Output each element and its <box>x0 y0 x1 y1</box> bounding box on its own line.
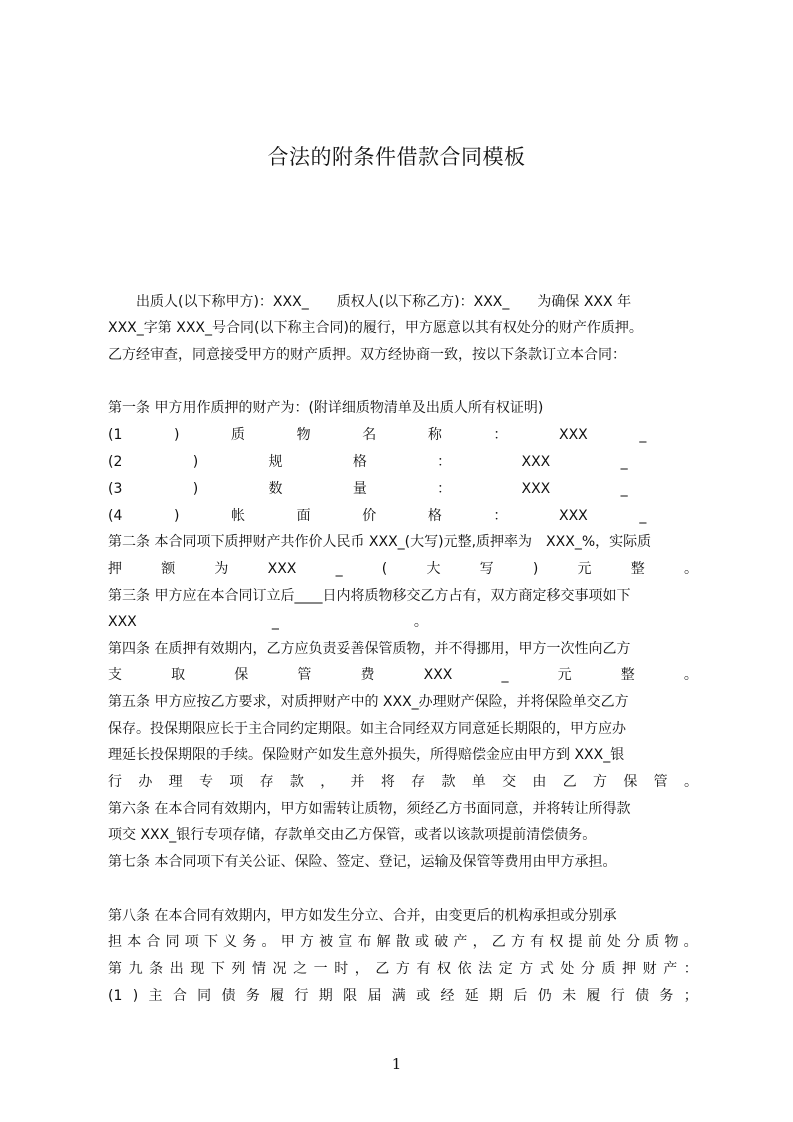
text-fragment: ： <box>493 427 508 443</box>
text-fragment: 列 <box>231 961 246 977</box>
text-fragment: 写 <box>479 561 494 577</box>
text-fragment: 。 <box>683 561 698 577</box>
text-fragment: 方 <box>519 961 534 977</box>
text-fragment: 满 <box>391 988 406 1004</box>
text-fragment: _ <box>639 427 647 443</box>
text-fragment: 处 <box>560 961 575 977</box>
text-fragment: 。 <box>683 774 698 790</box>
property-item-line <box>108 506 698 526</box>
text-fragment: XXX <box>521 454 551 470</box>
text-fragment: 产 <box>663 961 678 977</box>
text-fragment: 务 <box>659 988 674 1004</box>
text-fragment: 质 <box>231 427 246 443</box>
text-fragment: 经 <box>440 988 455 1004</box>
paragraph-line: 第六条 在本合同有效期内，甲方如需转让质物，须经乙方书面同意，并将转让所得款 <box>108 801 631 817</box>
text-fragment: (1 <box>108 988 123 1004</box>
text-fragment: 款 <box>289 774 304 790</box>
text-fragment: 行 <box>294 988 309 1004</box>
text-fragment: 存 <box>259 774 274 790</box>
text-fragment: ： <box>683 961 698 977</box>
text-fragment: ) <box>192 481 199 497</box>
text-fragment: 保 <box>623 774 638 790</box>
text-fragment: _ <box>620 481 628 497</box>
text-fragment: 主 <box>148 988 163 1004</box>
text-fragment: ) <box>532 561 539 577</box>
text-fragment: 处 <box>606 934 621 950</box>
text-fragment: 履 <box>270 988 285 1004</box>
text-fragment: 帐 <box>231 508 246 524</box>
text-fragment: 或 <box>415 934 429 950</box>
text-fragment: 有 <box>416 961 431 977</box>
paragraph-line <box>108 986 698 1006</box>
text-fragment: 后 <box>513 988 528 1004</box>
text-fragment: XXX <box>521 481 551 497</box>
text-fragment: 同 <box>197 988 212 1004</box>
text-fragment: 并 <box>350 774 365 790</box>
text-fragment: 延 <box>464 988 479 1004</box>
text-fragment: 由 <box>532 774 547 790</box>
paragraph-line: XXX_字第 XXX_号合同(以下称主合同)的履行，甲方愿意以其有权处分的财产作质押。 <box>108 320 643 336</box>
text-fragment: 债 <box>635 988 650 1004</box>
text-fragment: 乙 <box>562 774 577 790</box>
document-title: 合法的附条件借款合同模板 <box>267 145 526 169</box>
text-fragment: 未 <box>562 988 577 1004</box>
text-fragment: 分 <box>626 934 641 950</box>
text-fragment: 下 <box>203 934 218 950</box>
text-fragment: 前 <box>587 934 602 950</box>
text-fragment: 宣 <box>338 934 353 950</box>
text-fragment: 仍 <box>537 988 552 1004</box>
text-fragment: 本 <box>127 934 142 950</box>
text-fragment: 法 <box>478 961 493 977</box>
text-fragment: 一 <box>313 961 328 977</box>
text-fragment: 乙 <box>375 961 390 977</box>
paragraph-line: 乙方经审查，同意接受甲方的财产质押。双方经协商一致，按以下条款订立本合同： <box>108 347 626 363</box>
text-fragment: 甲 <box>280 934 295 950</box>
text-fragment: 九 <box>128 961 143 977</box>
text-fragment: _ <box>620 454 628 470</box>
text-fragment: 式 <box>539 961 554 977</box>
text-fragment: 支 <box>108 667 122 683</box>
text-fragment: 提 <box>568 934 583 950</box>
text-fragment: 方 <box>395 961 410 977</box>
text-fragment: 办 <box>138 774 153 790</box>
text-fragment: 乙 <box>491 934 506 950</box>
text-fragment: 款 <box>441 774 456 790</box>
text-fragment: 单 <box>471 774 486 790</box>
text-fragment: 届 <box>367 988 382 1004</box>
text-fragment: 价 <box>362 508 377 524</box>
text-fragment: XXX <box>267 561 297 577</box>
paragraph-line: 理延长投保期限的手续。保险财产如发生意外损失，所得赔偿金应由甲方到 XXX_银 <box>108 747 625 763</box>
text-fragment: 押 <box>108 561 122 577</box>
text-fragment: 费 <box>360 667 375 683</box>
text-fragment: 况 <box>272 961 287 977</box>
text-fragment: 散 <box>395 934 410 950</box>
paragraph-line <box>108 665 698 685</box>
text-fragment: ) <box>173 427 180 443</box>
text-fragment: 整 <box>630 561 645 577</box>
text-fragment: 合 <box>146 934 161 950</box>
text-fragment: 权 <box>437 961 451 977</box>
text-fragment: 元 <box>577 561 592 577</box>
paragraph-line: 保存。投保期限应长于主合同约定期限。如主合同经双方同意延长期限的，甲方应办 <box>108 721 626 737</box>
text-fragment: 解 <box>376 934 391 950</box>
paragraph-line <box>108 772 698 792</box>
text-fragment: 被 <box>319 934 334 950</box>
paragraph-line: 出质人(以下称甲方)：XXX_ 质权人(以下称乙方)：XXX_ 为确保 XXX 年 <box>108 294 632 310</box>
text-fragment: 押 <box>622 961 637 977</box>
text-fragment: 项 <box>184 934 199 950</box>
text-fragment: 合 <box>172 988 187 1004</box>
text-fragment: 破 <box>434 934 449 950</box>
text-fragment: ( <box>381 561 388 577</box>
text-fragment: 限 <box>343 988 358 1004</box>
text-fragment: 数 <box>268 481 283 497</box>
text-fragment: _ <box>639 508 647 524</box>
text-fragment: (2 <box>108 454 123 470</box>
text-fragment: 期 <box>318 988 333 1004</box>
text-fragment: 项 <box>229 774 244 790</box>
text-fragment: 面 <box>296 508 311 524</box>
text-fragment: 下 <box>210 961 225 977</box>
paragraph-line: 第五条 甲方应按乙方要求，对质押财产中的 XXX_办理财产保险，并将保险单交乙方 <box>108 694 629 710</box>
text-fragment: 名 <box>362 427 377 443</box>
text-fragment: 依 <box>457 961 472 977</box>
text-fragment: 元 <box>557 667 572 683</box>
page-number: 1 <box>391 1055 402 1073</box>
text-fragment: 格 <box>427 508 442 524</box>
text-fragment: 之 <box>293 961 308 977</box>
text-fragment: 整 <box>620 667 635 683</box>
paragraph-line: 第二条 本合同项下质押财产共作价人民币 XXX_(大写)元整,质押率为 XXX_%，实际质 <box>108 534 652 550</box>
text-fragment: 存 <box>411 774 426 790</box>
text-fragment: 务 <box>245 988 260 1004</box>
text-fragment: ， <box>472 934 487 950</box>
text-fragment: XXX <box>559 427 588 443</box>
text-fragment: 方 <box>299 934 314 950</box>
text-fragment: _ <box>501 667 509 683</box>
text-fragment: _ <box>271 614 279 630</box>
paragraph-line: 第七条 本合同项下有关公证、保险、签定、登记，运输及保管等费用由甲方承担。 <box>108 854 617 870</box>
text-fragment: ： <box>493 508 508 524</box>
text-fragment: 行 <box>610 988 625 1004</box>
text-fragment: (1 <box>108 427 123 443</box>
text-fragment: 物 <box>296 427 311 443</box>
text-fragment: 担 <box>108 934 122 950</box>
text-fragment: 交 <box>502 774 517 790</box>
text-fragment: 。 <box>683 667 698 683</box>
text-fragment: 财 <box>642 961 657 977</box>
text-fragment: 行 <box>108 774 122 790</box>
paragraph-line <box>108 612 698 632</box>
text-fragment: ) <box>173 508 180 524</box>
text-fragment: 。 <box>413 614 428 630</box>
text-fragment: 大 <box>426 561 441 577</box>
text-fragment: 第 <box>108 961 122 977</box>
paragraph-line: 第四条 在质押有效期内，乙方应负责妥善保管质物，并不得挪用，甲方一次性向乙方 <box>108 641 631 657</box>
text-fragment: ， <box>354 961 369 977</box>
contract-body <box>108 290 698 1010</box>
text-fragment: _ <box>335 561 343 577</box>
text-fragment: 量 <box>352 481 367 497</box>
text-fragment: 规 <box>268 454 283 470</box>
paragraph-line: 项交 XXX_银行专项存储，存款单交由乙方保管，或者以该款项提前清偿债务。 <box>108 827 597 843</box>
clause-heading: 第一条 甲方用作质押的财产为：(附详细质物清单及出质人所有权证明) <box>108 400 544 416</box>
text-fragment: 时 <box>334 961 349 977</box>
text-fragment: 权 <box>549 934 564 950</box>
paragraph-line: 第三条 甲方应在本合同订立后____日内将质物移交乙方占有，双方商定移交事项如下 <box>108 588 631 604</box>
text-fragment: ， <box>320 774 335 790</box>
text-fragment: 方 <box>510 934 525 950</box>
text-fragment: 保 <box>234 667 249 683</box>
text-fragment: 分 <box>580 961 595 977</box>
text-fragment: 期 <box>489 988 504 1004</box>
paragraph-line <box>108 559 698 579</box>
text-fragment: 物 <box>664 934 679 950</box>
text-fragment: ) <box>192 454 199 470</box>
text-fragment: 。 <box>261 934 276 950</box>
text-fragment: XXX <box>423 667 453 683</box>
text-fragment: XXX <box>108 614 137 630</box>
text-fragment: ； <box>683 988 698 1004</box>
text-fragment: 管 <box>653 774 668 790</box>
text-fragment: 出 <box>169 961 184 977</box>
property-item-line <box>108 425 698 445</box>
text-fragment: 格 <box>352 454 367 470</box>
text-fragment: 情 <box>251 961 266 977</box>
text-fragment: 将 <box>380 774 395 790</box>
paragraph-line <box>108 932 698 952</box>
text-fragment: 定 <box>498 961 513 977</box>
text-fragment: ) <box>132 988 139 1004</box>
text-fragment: (4 <box>108 508 123 524</box>
text-fragment: 条 <box>149 961 164 977</box>
text-fragment: 质 <box>601 961 616 977</box>
text-fragment: 债 <box>221 988 236 1004</box>
text-fragment: 额 <box>161 561 176 577</box>
text-fragment: 。 <box>683 934 698 950</box>
text-fragment: 或 <box>416 988 431 1004</box>
text-fragment: 管 <box>297 667 312 683</box>
text-fragment: 方 <box>593 774 607 790</box>
text-fragment: (3 <box>108 481 123 497</box>
text-fragment: 现 <box>190 961 205 977</box>
paragraph-line: 第八条 在本合同有效期内，甲方如发生分立、合并，由变更后的机构承担或分别承 <box>108 908 617 924</box>
paragraph-line <box>108 959 698 979</box>
text-fragment: 同 <box>165 934 180 950</box>
text-fragment: 称 <box>427 427 442 443</box>
text-fragment: 产 <box>453 934 468 950</box>
text-fragment: 务 <box>242 934 257 950</box>
text-fragment: 理 <box>168 774 183 790</box>
text-fragment: 专 <box>198 774 213 790</box>
text-fragment: ： <box>437 481 452 497</box>
text-fragment: 履 <box>586 988 601 1004</box>
property-item-line <box>108 452 698 472</box>
text-fragment: ： <box>437 454 452 470</box>
text-fragment: 质 <box>645 934 660 950</box>
text-fragment: XXX <box>559 508 588 524</box>
text-fragment: 义 <box>223 934 238 950</box>
text-fragment: 布 <box>357 934 372 950</box>
text-fragment: 取 <box>171 667 186 683</box>
text-fragment: 为 <box>214 561 229 577</box>
property-item-line <box>108 479 698 499</box>
text-fragment: 有 <box>530 934 545 950</box>
